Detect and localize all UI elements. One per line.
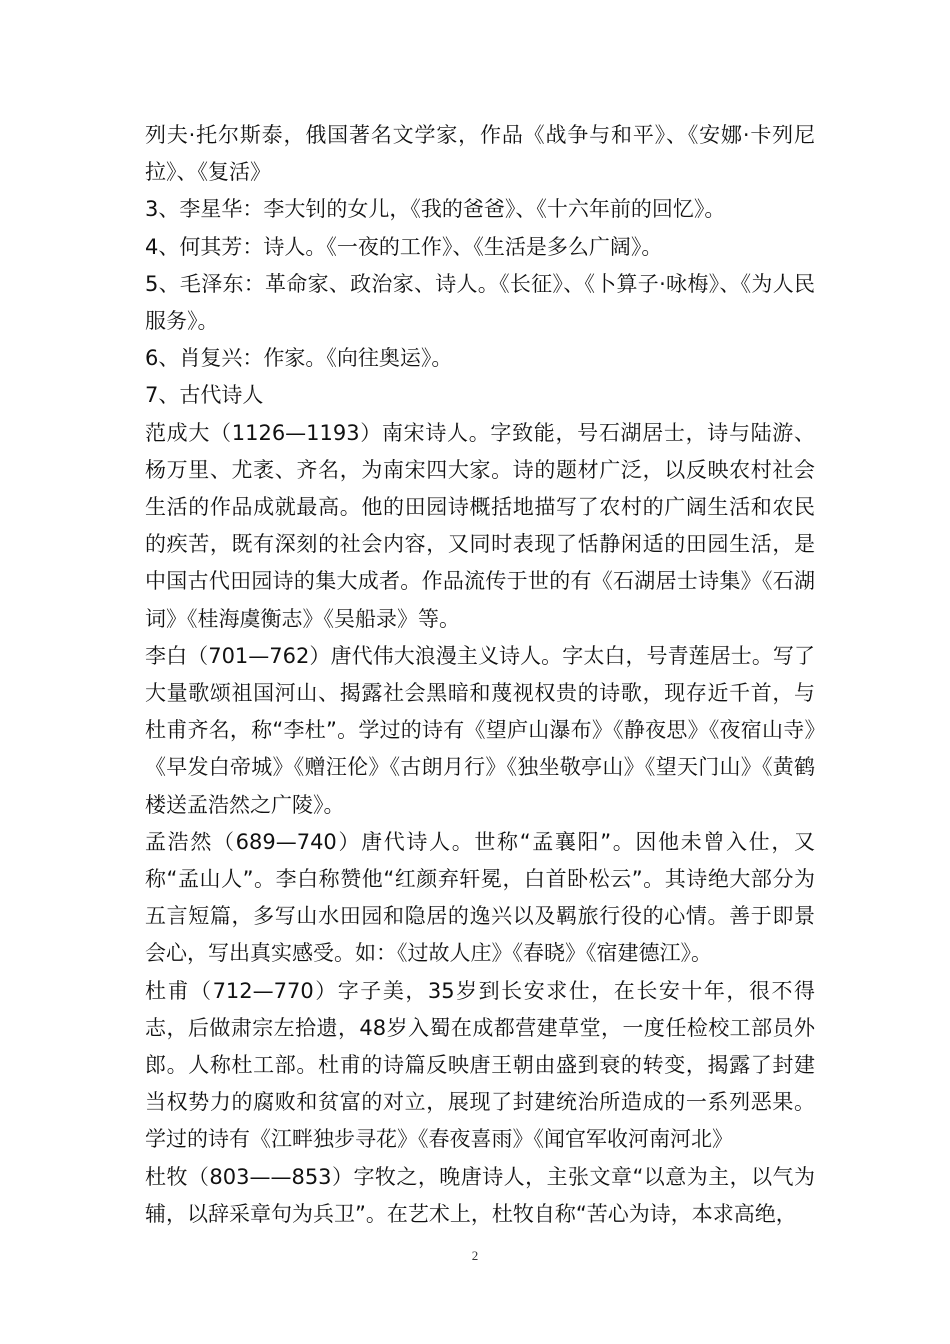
paragraph-xiao-fuxing: 6、肖复兴：作家。《向往奥运》。 (145, 346, 453, 371)
paragraph-li-xinghua: 3、李星华：李大钊的女儿，《我的爸爸》、《十六年前的回忆》。 (145, 197, 726, 222)
paragraph-ancient-poets-heading: 7、古代诗人 (145, 383, 264, 408)
paragraph-li-bai: 李白（701—762）唐代伟大浪漫主义诗人。字太白，号青莲居士。写了大量歌颂祖国河山、揭露社会黑暗和蔑视权贵的诗歌，现存近千首，与杜甫齐名，称“李杜”。学过的诗有《望庐山瀑布》《静夜思》《夜宿山寺》《早发白帝城》《赠汪伦》《古朗月行》《独坐敬亭山》《望天门山》《黄鹤楼送孟浩然之广陵》。 (145, 643, 815, 817)
paragraph-mao-zedong: 5、毛泽东：革命家、政治家、诗人。《长征》、《卜算子·咏梅》、《为人民服务》。 (145, 271, 815, 334)
body-text (145, 117, 815, 1233)
paragraph-he-qifang: 4、何其芳：诗人。《一夜的工作》、《生活是多么广阔》。 (145, 234, 663, 259)
paragraph-du-fu: 杜甫（712—770）字子美，35岁到长安求仕，在长安十年，很不得志，后做肃宗左拾遗，48岁入蜀在成都营建草堂，一度任检校工部员外郎。人称杜工部。杜甫的诗篇反映唐王朝由盛到衰的转变，揭露了封建当权势力的腐败和贫富的对立，展现了封建统治所造成的一系列恶果。学过的诗有《江畔独步寻花》《春夜喜雨》《闻官军收河南河北》 (145, 978, 815, 1152)
paragraph-fan-chengda: 范成大（1126—1193）南宋诗人。字致能，号石湖居士，诗与陆游、杨万里、尤袤、齐名，为南宋四大家。诗的题材广泛，以反映农村社会生活的作品成就最高。他的田园诗概括地描写了农村的广阔生活和农民的疾苦，既有深刻的社会内容，又同时表现了恬静闲适的田园生活，是中国古代田园诗的集大成者。作品流传于世的有《石湖居士诗集》《石湖词》《桂海虞衡志》《吴船录》等。 (145, 420, 815, 631)
paragraph-meng-haoran: 孟浩然（689—740）唐代诗人。世称“孟襄阳”。因他未曾入仕，又称“孟山人”。李白称赞他“红颜弃轩冕，白首卧松云”。其诗绝大部分为五言短篇，多写山水田园和隐居的逸兴以及羁旅行役的心情。善于即景会心，写出真实感受。如：《过故人庄》《春晓》《宿建德江》。 (145, 829, 815, 966)
paragraph-du-mu: 杜牧（803——853）字牧之，晚唐诗人，主张文章“以意为主，以气为辅，以辞采章句为兵卫”。在艺术上，杜牧自称“苦心为诗，本求高绝， (145, 1164, 815, 1226)
paragraph-tolstoy: 列夫·托尔斯泰，俄国著名文学家，作品《战争与和平》、《安娜·卡列尼拉》、《复活》 (145, 123, 815, 185)
page-number: 2 (471, 1248, 479, 1263)
